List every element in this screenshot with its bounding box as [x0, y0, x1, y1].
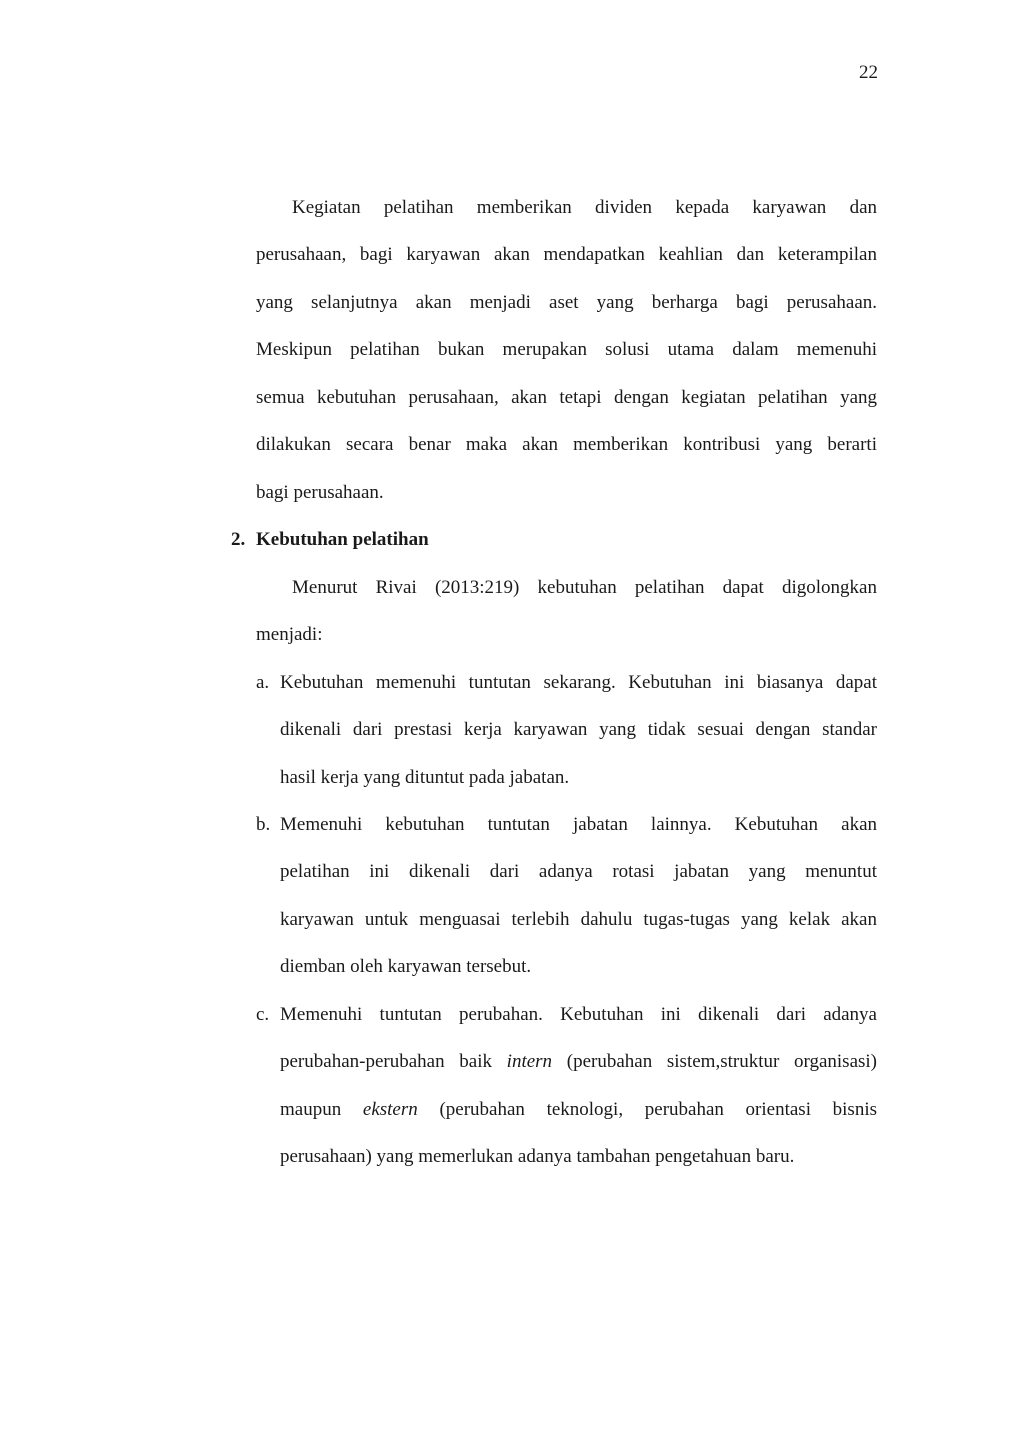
list-item-line — [280, 1096, 877, 1124]
list-item-line: pelatihan ini dikenali dari adanya rotasi jabatan yang menuntut — [280, 861, 877, 882]
section-number: 2. — [231, 529, 246, 550]
paragraph-line: perusahaan, bagi karyawan akan mendapatkan keahlian dan keterampilan — [256, 244, 877, 265]
list-item-line: diemban oleh karyawan tersebut. — [280, 956, 532, 977]
paragraph-line: yang selanjutnya akan menjadi aset yang berharga bagi perusahaan. — [256, 292, 877, 313]
section-title: Kebutuhan pelatihan — [256, 529, 429, 550]
list-marker: a. — [256, 672, 270, 693]
text-segment: perubahan-perubahan baik — [280, 1051, 507, 1072]
list-item-line: Kebutuhan memenuhi tuntutan sekarang. Kebutuhan ini biasanya dapat — [280, 672, 877, 693]
paragraph-line: semua kebutuhan perusahaan, akan tetapi dengan kegiatan pelatihan yang — [256, 387, 877, 408]
text-segment: (perubahan sistem,struktur organisasi) — [552, 1051, 878, 1072]
list-item-line: Memenuhi kebutuhan tuntutan jabatan lainnya. Kebutuhan akan — [280, 814, 877, 835]
italic-term: intern — [506, 1051, 553, 1072]
intro-line: menjadi: — [256, 624, 323, 645]
paragraph-line: Meskipun pelatihan bukan merupakan solusi utama dalam memenuhi — [256, 339, 877, 360]
page-number: 22 — [859, 62, 878, 83]
list-item-line: dikenali dari prestasi kerja karyawan yang tidak sesuai dengan standar — [280, 719, 877, 740]
text-segment: maupun — [280, 1099, 363, 1120]
text-segment: (perubahan teknologi, perubahan orientasi bisnis — [417, 1099, 877, 1120]
paragraph-line: bagi perusahaan. — [256, 482, 384, 503]
list-marker: c. — [256, 1004, 270, 1025]
list-marker: b. — [256, 814, 271, 835]
italic-term: ekstern — [362, 1099, 418, 1120]
list-item-line: perusahaan) yang memerlukan adanya tambahan pengetahuan baru. — [280, 1146, 795, 1167]
paragraph-line: dilakukan secara benar maka akan memberikan kontribusi yang berarti — [256, 434, 877, 455]
list-item-line: karyawan untuk menguasai terlebih dahulu tugas-tugas yang kelak akan — [280, 909, 877, 930]
list-item-line — [280, 1048, 877, 1076]
list-item-line: hasil kerja yang dituntut pada jabatan. — [280, 767, 570, 788]
intro-line: Menurut Rivai (2013:219) kebutuhan pelatihan dapat digolongkan — [292, 577, 877, 598]
paragraph-line: Kegiatan pelatihan memberikan dividen kepada karyawan dan — [292, 197, 877, 218]
list-item-line: Memenuhi tuntutan perubahan. Kebutuhan ini dikenali dari adanya — [280, 1004, 877, 1025]
